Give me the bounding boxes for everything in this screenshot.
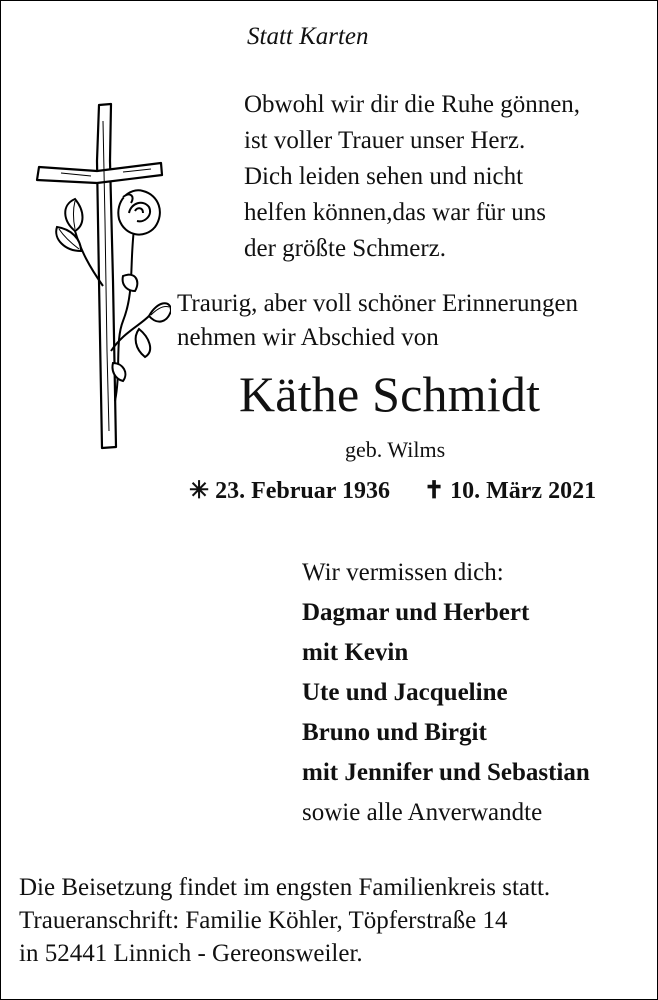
birth-name: geb. Wilms (345, 437, 446, 462)
funeral-info-line: Die Beisetzung findet im engsten Familienkreis statt. (19, 874, 551, 901)
poem (244, 87, 580, 267)
mourners-block (302, 553, 590, 833)
birth-date: 23. Februar 1936 (215, 478, 390, 504)
mourners-heading: Wir vermissen dich: (302, 559, 504, 586)
funeral-info-line: in 52441 Linnich - Gereonsweiler. (19, 940, 363, 967)
notice-header: Statt Karten (247, 23, 369, 50)
birth-star-icon: ✳ (189, 478, 210, 504)
cross-with-rose-icon (31, 101, 171, 453)
death-date: 10. März 2021 (450, 478, 597, 504)
death-cross-icon: ✝ (424, 478, 445, 504)
deceased-name: Käthe Schmidt (239, 366, 541, 422)
mourner-name: Ute und Jacqueline (302, 679, 508, 706)
mourner-name: mit Jennifer und Sebastian (302, 759, 590, 786)
poem-line: helfen können,das war für uns (244, 199, 546, 226)
poem-line: der größte Schmerz. (244, 235, 447, 262)
funeral-info (19, 871, 550, 970)
poem-line: ist voller Trauer unser Herz. (244, 127, 526, 154)
life-dates (189, 476, 596, 505)
mourners-closing: sowie alle Anverwandte (302, 799, 543, 826)
intro-text (177, 287, 578, 355)
mourner-name: Bruno und Birgit (302, 719, 487, 746)
poem-line: Obwohl wir dir die Ruhe gönnen, (244, 91, 581, 118)
mourner-name: mit Kevin (302, 639, 409, 666)
intro-line: Traurig, aber voll schöner Erinnerungen (177, 290, 579, 317)
mourner-name: Dagmar und Herbert (302, 599, 530, 626)
funeral-info-line: Traueranschrift: Familie Köhler, Töpferstraße 14 (19, 907, 508, 934)
poem-line: Dich leiden sehen und nicht (244, 163, 524, 190)
intro-line: nehmen wir Abschied von (177, 324, 439, 351)
